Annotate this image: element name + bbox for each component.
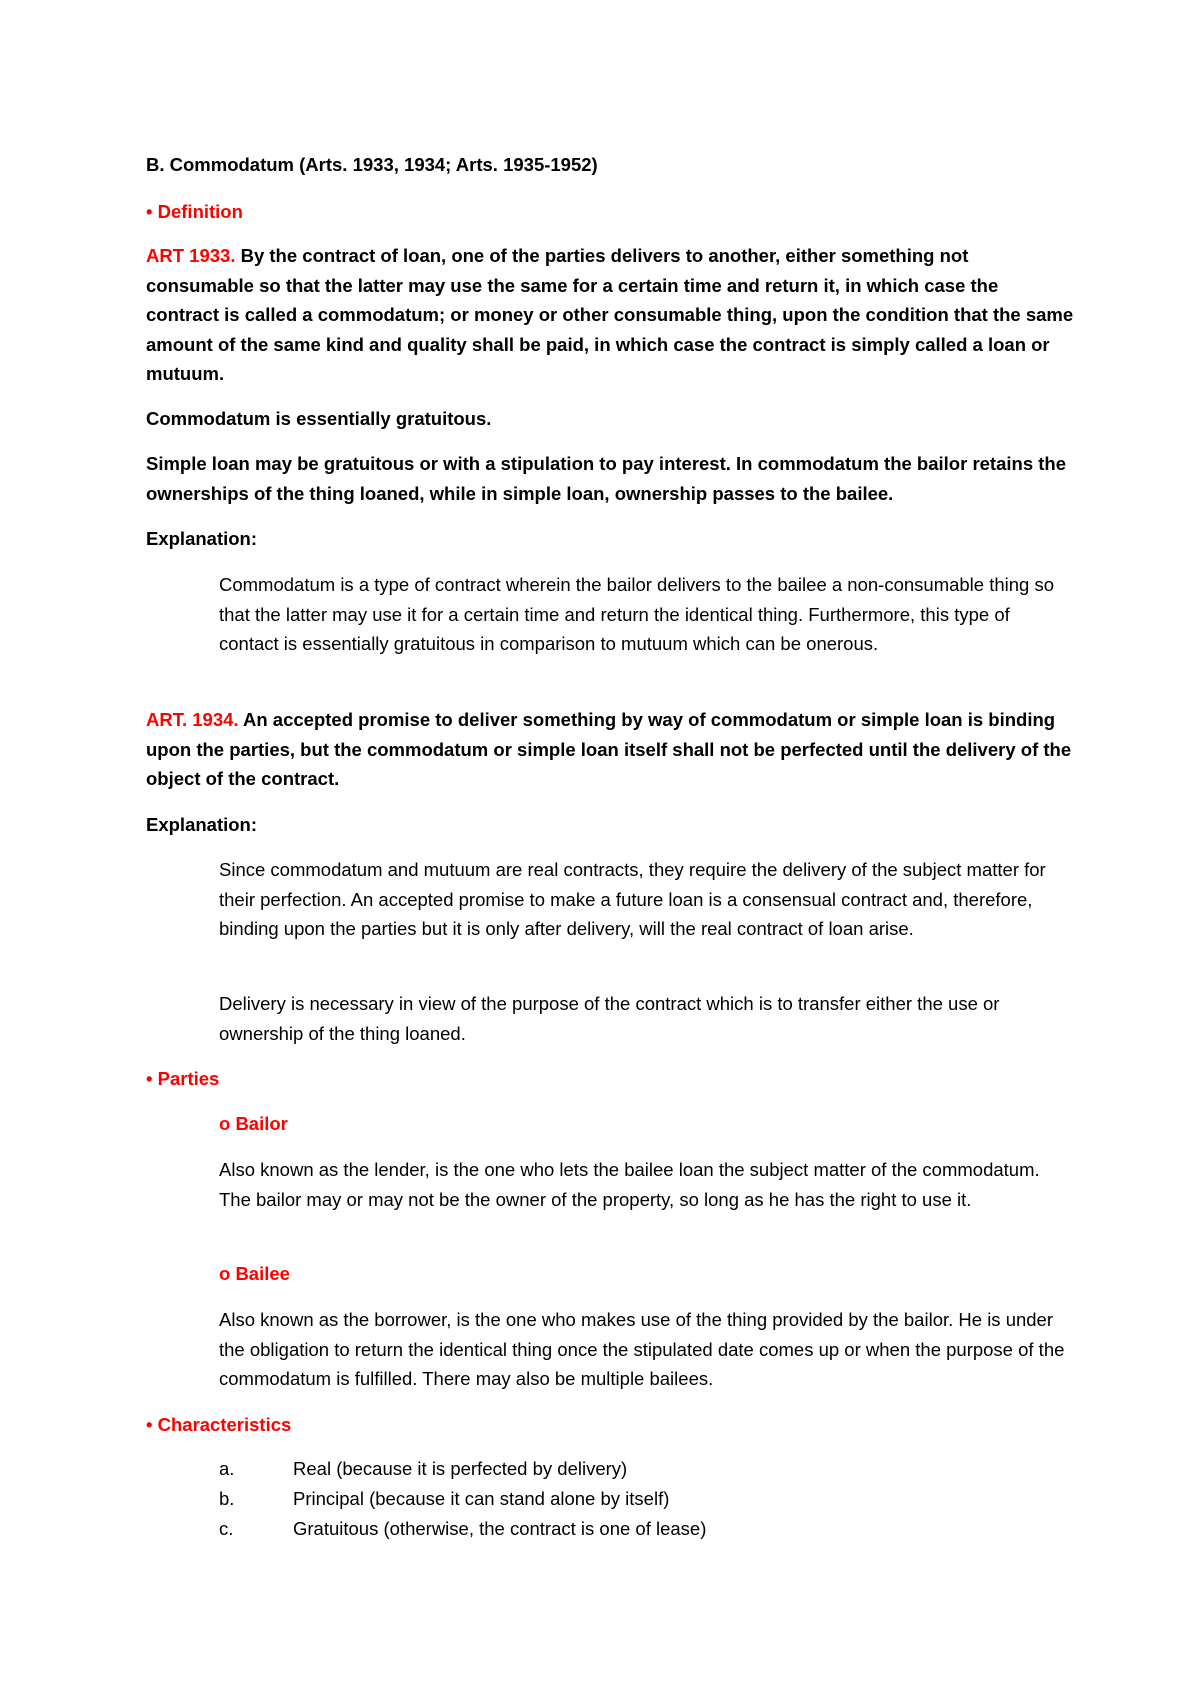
characteristics-bullet: • Characteristics: [146, 1414, 292, 1435]
bailor-heading: o Bailor: [219, 1113, 288, 1134]
art-1934-label: ART. 1934.: [146, 709, 239, 730]
gratuitous-statement: Commodatum is essentially gratuitous.: [146, 408, 492, 429]
bailee-paragraph: Also known as the borrower, is the one who makes use of the thing provided by the bailor. He is under the obligation to return the identical thing once the stipulated date comes up or when the purpose of the commodatum is fulfilled. There may also be multiple bailees.: [219, 1309, 1065, 1389]
bailee-heading: o Bailee: [219, 1263, 290, 1284]
art-1933-text: By the contract of loan, one of the parties delivers to another, either something not consumable so that the latter may use the same for a certain time and return it, in which case the contract is called a commodatum; or money or other consumable thing, upon the condition that the same amount of the same kind and quality shall be paid, in which case the contract is simply called a loan or mutuum.: [146, 245, 1074, 384]
characteristics-list: [219, 1454, 1019, 1544]
list-item-letter: a.: [219, 1458, 235, 1479]
explanation-2a-paragraph: Since commodatum and mutuum are real contracts, they require the delivery of the subject matter for their perfection. An accepted promise to make a future loan is a consensual contract and, therefore, binding upon the parties but it is only after delivery, will the real contract of loan arise.: [219, 859, 1046, 939]
section-heading: B. Commodatum (Arts. 1933, 1934; Arts. 1935-1952): [146, 154, 598, 175]
simple-loan-paragraph: Simple loan may be gratuitous or with a stipulation to pay interest. In commodatum the bailor retains the ownerships of the thing loaned, while in simple loan, ownership passes to the bailee.: [146, 453, 1066, 504]
art-1933-label: ART 1933.: [146, 245, 236, 266]
parties-bullet: • Parties: [146, 1068, 220, 1089]
list-item-text: Real (because it is perfected by delivery): [293, 1458, 628, 1479]
art-1934-paragraph: [146, 705, 1076, 794]
list-item-letter: b.: [219, 1488, 235, 1509]
list-item: [219, 1484, 1019, 1514]
art-1934-text: An accepted promise to deliver something by way of commodatum or simple loan is binding upon the parties, but the commodatum or simple loan itself shall not be perfected until the delivery of the object of the contract.: [146, 709, 1072, 789]
list-item-letter: c.: [219, 1518, 234, 1539]
list-item: [219, 1454, 1019, 1484]
explanation-label-1: Explanation:: [146, 528, 258, 549]
art-1933-paragraph: [146, 241, 1076, 389]
bailor-paragraph: Also known as the lender, is the one who lets the bailee loan the subject matter of the commodatum. The bailor may or may not be the owner of the property, so long as he has the right to use it.: [219, 1159, 1040, 1210]
list-item-text: Gratuitous (otherwise, the contract is one of lease): [293, 1518, 707, 1539]
list-item: [219, 1514, 1019, 1544]
list-item-text: Principal (because it can stand alone by itself): [293, 1488, 670, 1509]
explanation-1-paragraph: Commodatum is a type of contract wherein the bailor delivers to the bailee a non-consumable thing so that the latter may use it for a certain time and return the identical thing. Furthermore, this type of contact is essentially gratuitous in comparison to mutuum which can be onerous.: [219, 574, 1055, 654]
explanation-label-2: Explanation:: [146, 814, 258, 835]
definition-bullet: • Definition: [146, 201, 243, 222]
explanation-2b-paragraph: Delivery is necessary in view of the purpose of the contract which is to transfer either the use or ownership of the thing loaned.: [219, 993, 1000, 1044]
